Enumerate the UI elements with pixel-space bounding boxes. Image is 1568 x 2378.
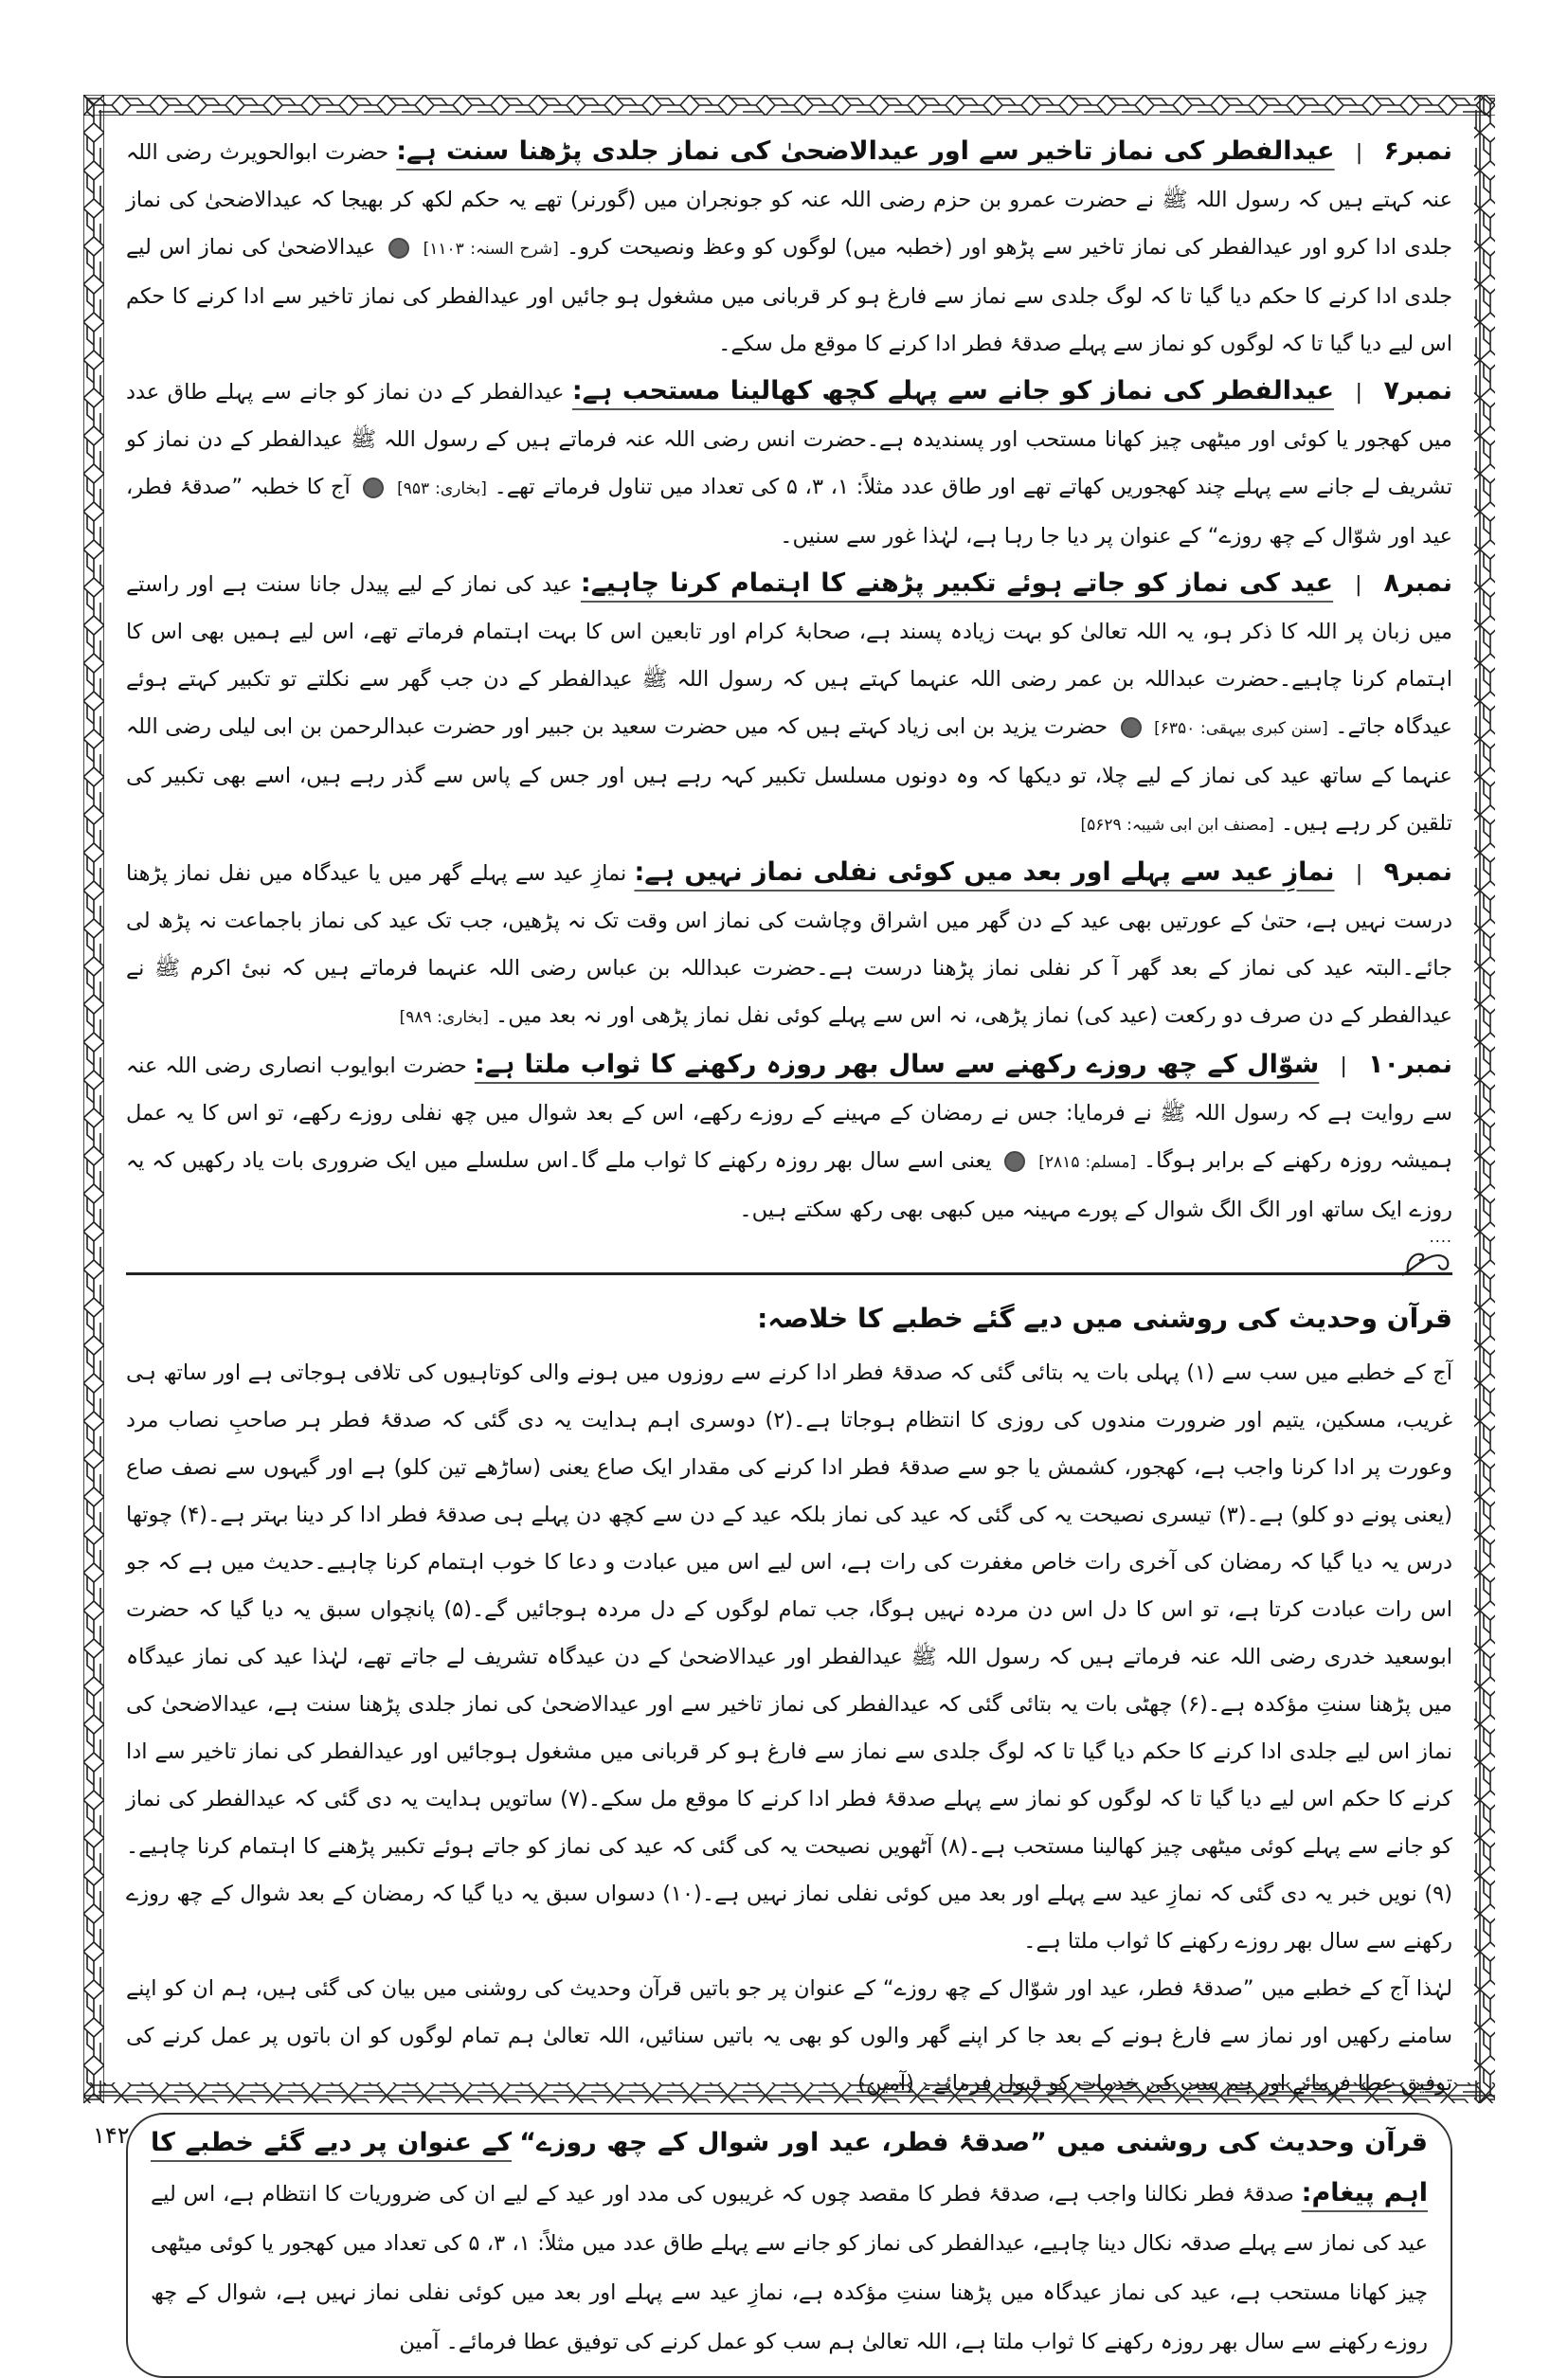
- section-number: نمبر۱۰: [1367, 1050, 1453, 1079]
- heading-divider: |: [1355, 380, 1363, 405]
- key-message-body: صدقۂ فطر نکالنا واجب ہے، صدقۂ فطر کا مقصد چوں کہ غریبوں کی مدد اور عید کے لیے ان کی ضروریات کا انتظام ہے، اس لیے عید کی نماز سے پہلے صدقہ نکال دینا چاہیے، عیدالفطر کی نماز کو جانے سے پہلے طاق عدد میں مثلاً: ۱، ۳، ۵ کی تعداد میں کھجور یا کوئی میٹھی چیز کھانا مستحب ہے، عید کی نماز عیدگاہ میں پڑھنا سنتِ مؤکدہ ہے، نمازِ عید سے پہلے اور بعد میں کوئی نفلی نماز نہیں ہے، شوال کے چھ روزے رکھنے سے سال بھر روزہ رکھنے کا ثواب ملتا ہے، اللہ تعالیٰ ہم سب کو عمل کرنے کی توفیق عطا فرمائے۔ آمین: [151, 2182, 1428, 2354]
- section-number: نمبر۶: [1383, 136, 1453, 166]
- citation: [شرح السنہ: ۱۱۰۳]: [423, 240, 559, 259]
- key-message: [151, 2118, 1428, 2367]
- citation: [بخاری: ۹۵۳]: [397, 479, 487, 498]
- section-text: عیدالاضحیٰ کی نماز اس لیے جلدی ادا کرنے کا حکم دیا گیا تا کہ لوگ جلدی سے نماز سے فارغ ہو کر قربانی میں مشغول ہو جائیں اور عیدالفطر کی نماز تاخیر سے ادا کرنے کا حکم اس لیے دیا گیا تا کہ لوگوں کو نماز سے پہلے صدقۂ فطر ادا کرنے کا موقع مل سکے۔: [126, 235, 1452, 356]
- flourish-ornament-icon: [1400, 1249, 1452, 1277]
- section-text: حضرت یزید بن ابی زیاد کہتے ہیں کہ میں حضرت سعید بن جبیر اور حضرت عبدالرحمن بن ابی لیلی رضی اللہ عنہما کے ساتھ عید کی نماز کے لیے چلا، تو دیکھا کہ وہ دونوں مسلسل تکبیر کہہ رہے ہیں اور جس کے پاس سے گذر رہے ہیں، اسے بھی تکبیر کی تلقین کر رہے ہیں۔: [126, 714, 1452, 836]
- section-8: [126, 560, 1452, 849]
- heading-divider: |: [1355, 861, 1363, 886]
- separator-line: [126, 1272, 1452, 1275]
- page-content: [126, 128, 1453, 2354]
- summary-paragraph: آج کے خطبے میں سب سے (۱) پہلی بات یہ بتائی گئی کہ صدقۂ فطر ادا کرنے سے روزوں میں ہونے والی کوتاہیوں کی تلافی ہوجاتی ہے اور ساتھ ہی غریب، مسکین، یتیم اور ضرورت مندوں کی روزی کا انتظام ہوجاتا ہے۔(۲) دوسری اہم ہدایت یہ دی گئی کہ صدقۂ فطر ہر صاحبِ نصاب مرد وعورت پر ادا کرنا واجب ہے، کھجور، کشمش یا جو سے صدقۂ فطر ادا کرنے کی مقدار ایک صاع یعنی (ساڑھے تین کلو) ہے اور گیہوں سے نصف صاع (یعنی پونے دو کلو) ہے۔(۳) تیسری نصیحت یہ کی گئی کہ عید کی نماز بلکہ عید کے دن سے کچھ دن پہلے ہی صدقۂ فطر ادا کر دینا بہتر ہے۔(۴) چوتھا درس یہ دیا گیا کہ رمضان کی آخری رات خاص مغفرت کی رات ہے، اس لیے اس میں عبادت و دعا کا خوب اہتمام کرنا چاہیے۔حدیث میں ہے کہ جو اس رات عبادت کرتا ہے، تو اس کا دل اس دن مردہ نہیں ہوگا، جب تمام لوگوں کے دل مردہ ہوجائیں گے۔(۵) پانچواں سبق یہ دیا گیا کہ حضرت ابوسعید خدری رضی اللہ عنہ فرماتے ہیں کہ رسول اللہ ﷺ عیدالفطر اور عیدالاضحیٰ کے دن عیدگاہ تشریف لے جاتے تھے، لہٰذا عید کی نماز عیدگاہ میں پڑھنا سنتِ مؤکدہ ہے۔(۶) چھٹی بات یہ بتائی گئی کہ عیدالفطر کی نماز تاخیر سے اور عیدالاضحیٰ کی نماز جلدی پڑھنا سنت ہے، عیدالاضحیٰ کی نماز اس لیے جلدی ادا کرنے کا حکم دیا گیا تا کہ لوگ جلدی سے نماز سے فارغ ہو کر قربانی میں مشغول ہوجائیں اور عیدالفطر کی نماز تاخیر سے ادا کرنے کا حکم اس لیے دیا گیا تا کہ لوگوں کو نماز سے پہلے صدقۂ فطر ادا کرنے کا موقع مل سکے۔(۷) ساتویں ہدایت یہ دی گئی کہ عیدالفطر کی نماز کو جانے سے پہلے کوئی میٹھی چیز کھالینا مستحب ہے۔(۸) آٹھویں نصیحت یہ کی گئی کہ عید کی نماز کو جاتے ہوئے تکبیر پڑھنے کا اہتمام کرنا چاہیے۔(۹) نویں خبر یہ دی گئی کہ نمازِ عید سے پہلے اور بعد میں کوئی نفلی نماز نہیں ہے۔(۱۰) دسواں سبق یہ دیا گیا کہ رمضان کے بعد شوال کے چھ روزے رکھنے سے سال بھر روزے رکھنے کا ثواب ملتا ہے۔: [126, 1360, 1452, 1954]
- citation: [بخاری: ۹۸۹]: [399, 1008, 489, 1027]
- heading-divider: |: [1355, 140, 1363, 165]
- section-text: عیدالفطر کے دن نماز کو جانے سے پہلے طاق عدد میں کھجور یا کوئی اور میٹھی چیز کھانا مستحب اور پسندیدہ ہے۔حضرت انس رضی اللہ عنہ فرماتے ہیں کے رسول اللہ ﷺ عیدالفطر کے دن نماز کو تشریف لے جانے سے پہلے چند کھجوریں کھاتے تھے اور طاق عدد مثلاً: ۱، ۳، ۵ کی تعداد میں تناول فرماتے تھے۔: [126, 380, 1452, 499]
- section-separator: [126, 1228, 1452, 1283]
- section-text: حضرت ابوالحویرث رضی اللہ عنہ کہتے ہیں کہ رسول اللہ ﷺ نے حضرت عمرو بن حزم رضی اللہ عنہ کو جونجران میں (گورنر) تھے یہ حکم لکھ کر بھیجا کہ عیدالاضحیٰ کی نماز جلدی ادا کرو اور عیدالفطر کی نماز تاخیر سے پڑھو اور (خطبہ میں) لوگوں کو وعظ ونصیحت کرو۔: [126, 140, 1453, 260]
- section-title: شوّال کے چھ روزے رکھنے سے سال بھر روزہ رکھنے کا ثواب ملتا ہے:: [474, 1050, 1320, 1079]
- section-number: نمبر۹: [1383, 857, 1453, 887]
- key-message-box: [126, 2113, 1452, 2378]
- section-text: یعنی اسے سال بھر روزہ رکھنے کا ثواب ملے گا۔اس سلسلے میں ایک ضروری بات یاد رکھیں کہ یہ روزے ایک ساتھ اور الگ الگ شوال کے پورے مہینہ میں کبھی بھی رکھ سکتے ہیں۔: [126, 1148, 1452, 1222]
- section-6: [126, 128, 1452, 368]
- key-message-title-lead: قرآن وحدیث کی روشنی میں ”صدقۂ فطر، عید اور شوال کے چھ روزے“: [519, 2128, 1428, 2157]
- summary-title: قرآن وحدیث کی روشنی میں دیے گئے خطبے کا خلاصہ:: [757, 1303, 1452, 1334]
- section-title: عید کی نماز کو جاتے ہوئے تکبیر پڑھنے کا اہتمام کرنا چاہیے:: [580, 568, 1334, 598]
- page-number: ۱۴۲: [93, 2122, 130, 2149]
- bullet-icon: [1004, 1151, 1025, 1172]
- section-text: آج کا خطبہ ”صدقۂ فطر، عید اور شوّال کے چھ روزے“ کے عنوان پر دیا جا رہا ہے، لہٰذا غور سے سنیں۔: [126, 475, 1452, 549]
- section-10: [126, 1041, 1452, 1234]
- bullet-icon: [1121, 717, 1142, 738]
- bullet-icon: [388, 238, 409, 259]
- heading-divider: |: [1340, 1054, 1347, 1078]
- section-text: عید کی نماز کے لیے پیدل جانا سنت ہے اور راستے میں زبان پر اللہ کا ذکر ہو، یہ اللہ تعالیٰ کو بہت زیادہ پسند ہے، صحابۂ کرام اور تابعین اس کا بہت اہتمام فرماتے تھے، اس لیے ہمیں بھی اس کا اہتمام کرنا چاہیے۔حضرت عبداللہ بن عمر رضی اللہ عنہما کہتے ہیں کہ رسول اللہ ﷺ عیدالفطر کے دن جب گھر سے نکلتے تو تکبیر کہتے ہوئے عیدگاہ جاتے۔: [126, 572, 1452, 739]
- citation: [سنن کبری بیہقی: ۶۳۵۰]: [1154, 719, 1328, 738]
- section-title: عیدالفطر کی نماز تاخیر سے اور عیدالاضحیٰ کی نماز جلدی پڑھنا سنت ہے:: [396, 136, 1335, 166]
- section-text: نمازِ عید سے پہلے گھر میں یا عیدگاہ میں نفل نماز پڑھنا درست نہیں ہے، حتیٰ کے عورتیں بھی عید کے دن گھر میں اشراق وچاشت کی نماز اس وقت تک نہ پڑھیں، جب تک عید کی نماز باجماعت نہ پڑھ لی جائے۔البتہ عید کی نماز کے بعد گھر آ کر نفلی نماز پڑھنا درست ہے۔حضرت عبداللہ بن عباس رضی اللہ عنہما فرماتے ہیں کہ نبیٔ اکرم ﷺ نے عیدالفطر کے دن صرف دو رکعت (عید کی) نماز پڑھی، نہ اس سے پہلے کوئی نفل نماز پڑھی اور نہ بعد میں۔: [126, 861, 1452, 1028]
- summary-paragraph: لہٰذا آج کے خطبے میں ”صدقۂ فطر، عید اور شوّال کے چھ روزے“ کے عنوان پر جو باتیں قرآن وحدیث کی روشنی میں بیان کی گئی ہیں، ہم ان کو اپنے سامنے رکھیں اور نماز سے فارغ ہونے کے بعد جا کر اپنے گھر والوں کو بھی یہ باتیں سنائیں، اللہ تعالیٰ ہم تمام لوگوں کو ان باتوں پر عمل کرنے کی توفیق عطا فرمائے اور ہم سب کی خدمات کو قبول فرمائے۔ (آمین): [126, 1976, 1452, 2096]
- section-title: نمازِ عید سے پہلے اور بعد میں کوئی نفلی نماز نہیں ہے:: [634, 857, 1335, 887]
- section-9: [126, 849, 1452, 1041]
- citation: [مسلم: ۲۸۱۵]: [1038, 1153, 1137, 1172]
- continuation-dots: ....: [1429, 1228, 1452, 1246]
- key-message-title-tail: کے عنوان پر دیے گئے خطبے کا اہم پیغام:: [151, 2128, 1428, 2207]
- bullet-icon: [363, 477, 384, 498]
- heading-divider: |: [1354, 572, 1362, 597]
- section-number: نمبر۸: [1383, 568, 1452, 598]
- section-7: [126, 368, 1452, 560]
- section-number: نمبر۷: [1383, 376, 1452, 405]
- section-text: حضرت ابوایوب انصاری رضی اللہ عنہ سے روایت ہے کہ رسول اللہ ﷺ نے فرمایا: جس نے رمضان کے مہینے کے روزے رکھے، اس کے بعد شوال میں چھ نفلی روزے رکھے، تو اس کا یہ عمل ہمیشہ روزہ رکھنے کے برابر ہوگا۔: [126, 1054, 1453, 1173]
- citation: [مصنف ابن ابی شیبہ: ۵۶۲۹]: [1080, 816, 1274, 835]
- section-title: عیدالفطر کی نماز کو جانے سے پہلے کچھ کھالینا مستحب ہے:: [571, 376, 1335, 405]
